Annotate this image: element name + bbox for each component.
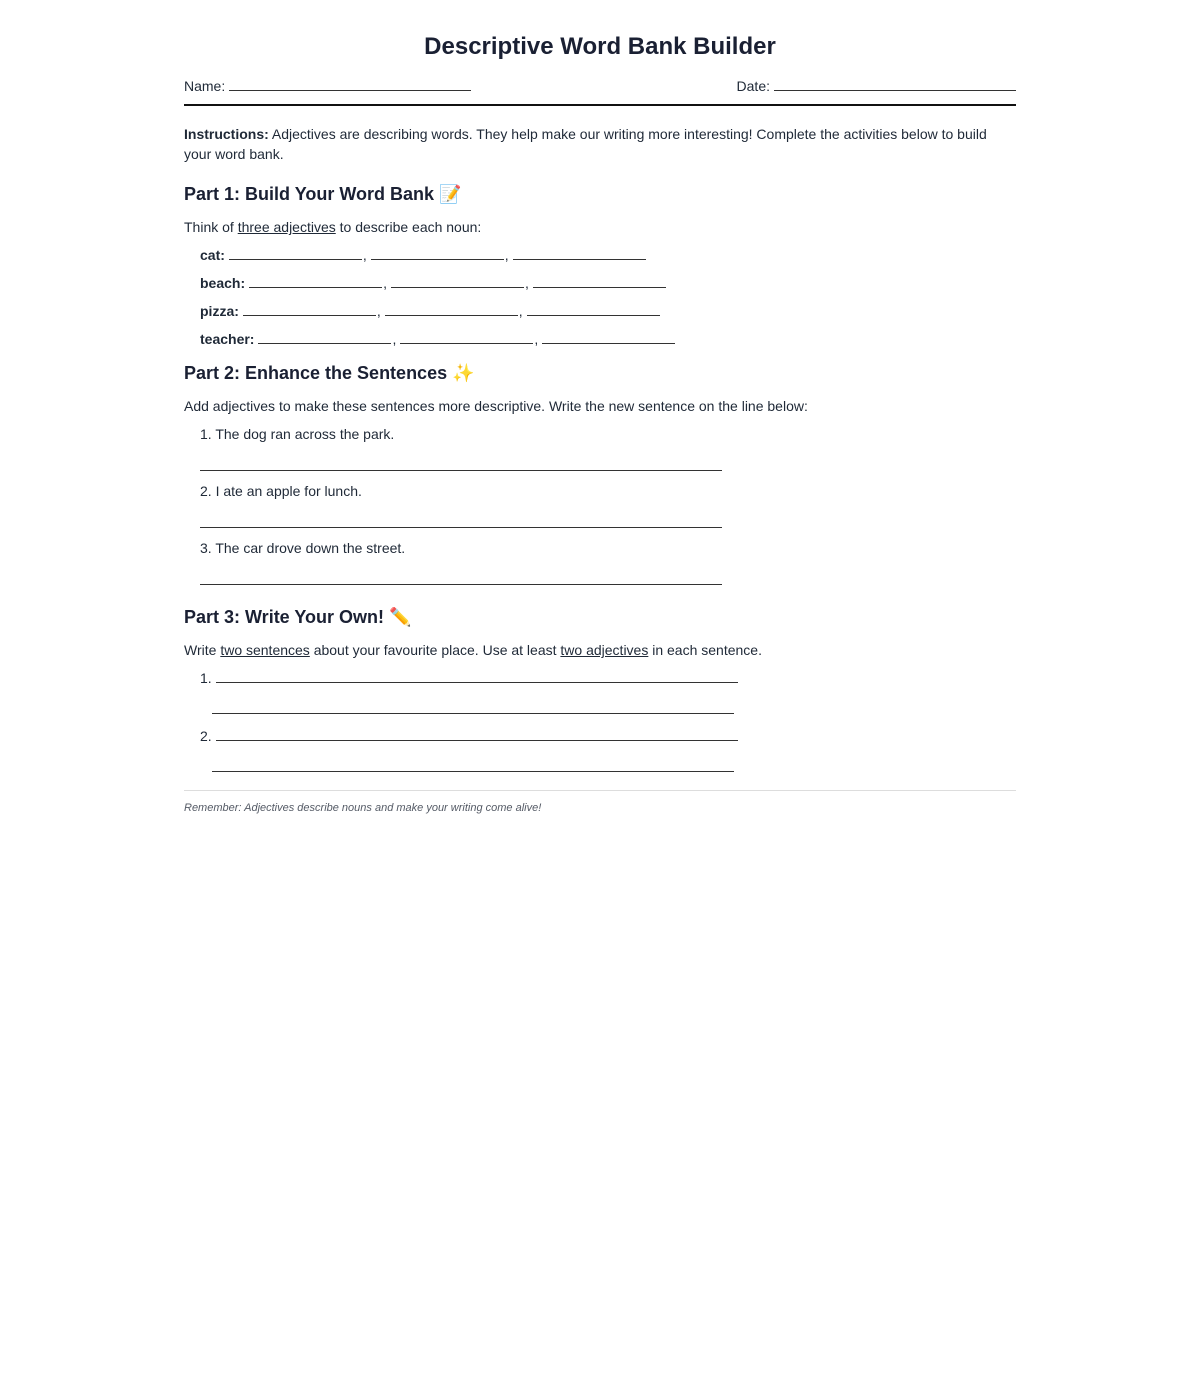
part3-emphasis-sentences: two sentences [220,642,310,658]
part3-intro [184,640,1016,660]
noun-label: cat: [200,247,225,263]
adjective-blank-1[interactable] [258,330,391,344]
name-date-row [184,76,1016,106]
part3-title: Part 3: Write Your Own! [184,607,385,627]
sparkles-icon: ✨ [452,363,475,384]
separator: , [518,303,523,319]
part1-intro-emphasis: three adjectives [237,219,336,235]
own-sentence-list [184,668,1016,772]
date-blank-line[interactable] [774,76,1016,91]
noun-row-beach [200,273,1016,293]
part3-intro-text: in each sentence. [648,642,762,658]
noun-label: pizza: [200,303,239,319]
noun-list [184,245,1016,349]
part1-intro-text: Think of [184,219,238,235]
noun-label: beach: [200,275,246,291]
sentence-list [184,424,1016,585]
instructions-text: Adjectives are describing words. They help make our writing more interesting! Complete the activities below to build your word bank. [184,126,987,162]
separator: , [534,331,539,347]
part2-intro: Add adjectives to make these sentences more descriptive. Write the new sentence on the line below: [184,398,808,414]
writing-line[interactable] [212,770,734,772]
own-sentence-2 [200,726,1016,746]
separator: , [383,275,388,291]
writing-line[interactable] [212,712,734,714]
answer-line[interactable] [200,526,722,528]
date-label: Date: [736,78,770,94]
adjective-blank-2[interactable] [391,274,524,288]
noun-row-teacher [200,329,1016,349]
part1-intro [184,217,1016,237]
part2-title: Part 2: Enhance the Sentences [184,363,448,383]
part3-intro-text: about your favourite place. Use at least [309,642,561,658]
part3-emphasis-adjectives: two adjectives [560,642,649,658]
sentence-prompt: 2. I ate an apple for lunch. [200,483,362,499]
name-blank-line[interactable] [229,76,471,91]
sentence-prompt: 3. The car drove down the street. [200,540,406,556]
name-field [184,76,471,96]
adjective-blank-3[interactable] [542,330,675,344]
writing-line[interactable] [216,726,738,741]
date-field [737,76,1016,96]
adjective-blank-1[interactable] [249,274,382,288]
noun-label: teacher: [200,331,255,347]
adjective-blank-3[interactable] [527,302,660,316]
adjective-blank-1[interactable] [229,246,362,260]
instructions-label: Instructions: [184,126,269,142]
part3-intro-text: Write [184,642,221,658]
part2-heading [184,361,1016,386]
separator: , [504,247,509,263]
pencil-icon: ✏️ [389,607,412,628]
noun-row-cat [200,245,1016,265]
separator: , [525,275,529,291]
instructions [184,124,1016,164]
item-number: 1. [200,670,212,686]
answer-line[interactable] [200,469,722,471]
part1-heading [184,182,1016,207]
part1-title: Part 1: Build Your Word Bank [184,184,435,204]
name-label: Name: [184,78,226,94]
adjective-blank-2[interactable] [371,246,504,260]
sentence-prompt: 1. The dog ran across the park. [200,426,395,442]
adjective-blank-2[interactable] [400,330,533,344]
memo-icon: 📝 [439,184,462,205]
own-sentence-1 [200,668,1016,688]
answer-line[interactable] [200,583,722,585]
adjective-blank-2[interactable] [385,302,518,316]
worksheet-page [184,0,1016,816]
page-title: Descriptive Word Bank Builder [424,33,776,60]
separator: , [362,247,367,263]
part1-intro-text-end: to describe each noun: [335,219,482,235]
separator: , [376,303,381,319]
part3-heading [184,605,1016,630]
footer [184,790,1016,816]
writing-line[interactable] [216,668,738,683]
footer-reminder: Remember: Adjectives describe nouns and make your writing come alive! [184,802,542,814]
item-number: 2. [200,728,212,744]
adjective-blank-1[interactable] [243,302,376,316]
adjective-blank-3[interactable] [513,246,646,260]
noun-row-pizza [200,301,1016,321]
separator: , [392,331,397,347]
adjective-blank-3[interactable] [533,274,666,288]
